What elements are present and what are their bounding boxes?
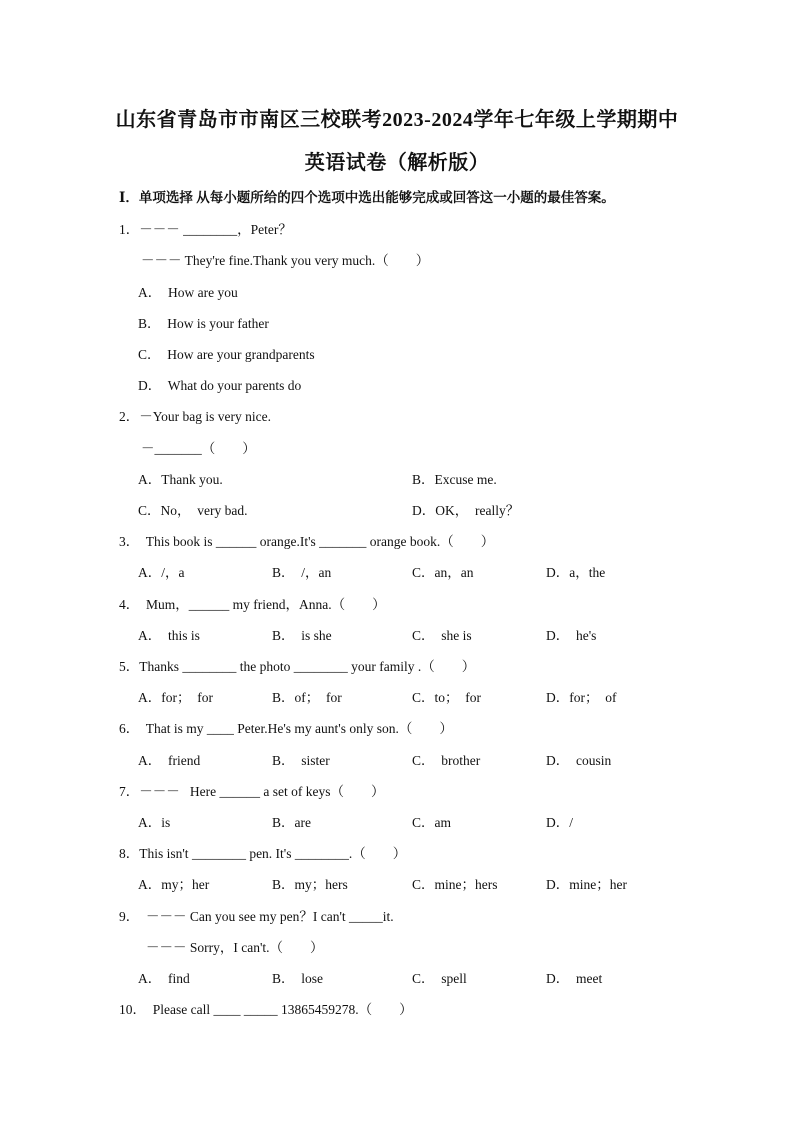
question-stem: 1．－－－ ________，Peter？ <box>119 222 292 237</box>
option-d[interactable]: D． he's <box>546 628 597 643</box>
option-c[interactable]: C． How are your grandparents <box>138 347 315 362</box>
section-heading: Ⅰ．单项选择 从每小题所给的四个选项中选出能够完成或回答这一小题的最佳答案。 <box>119 190 615 205</box>
question-stem: 2．－Your bag is very nice. <box>119 409 271 424</box>
option-d[interactable]: D．a，the <box>546 565 606 580</box>
option-a[interactable]: A．/，a <box>138 565 185 580</box>
option-d[interactable]: D．/ <box>546 815 573 830</box>
option-a[interactable]: A． How are you <box>138 285 238 300</box>
option-b[interactable]: B． sister <box>272 753 330 768</box>
option-b[interactable]: B． How is your father <box>138 316 269 331</box>
question-stem: 5．Thanks ________ the photo ________ your family .（ ） <box>119 659 476 674</box>
option-d[interactable]: D．mine；her <box>546 877 627 892</box>
option-d[interactable]: D． meet <box>546 971 603 986</box>
question-stem: 10． Please call ____ _____ 13865459278.（ ） <box>119 1002 413 1017</box>
option-d[interactable]: D． cousin <box>546 753 612 768</box>
option-d[interactable]: D．OK， really？ <box>412 503 520 518</box>
option-c[interactable]: C．No， very bad. <box>138 503 248 518</box>
option-c[interactable]: C．mine；hers <box>412 877 498 892</box>
document-title-line1: 山东省青岛市市南区三校联考2023-2024学年七年级上学期期中 <box>115 109 679 131</box>
option-c[interactable]: C． spell <box>412 971 467 986</box>
option-a[interactable]: A． find <box>138 971 190 986</box>
option-b[interactable]: B． /，an <box>272 565 332 580</box>
question-stem: 3． This book is ______ orange.It's _______ orange book.（ ） <box>119 534 495 549</box>
option-b[interactable]: B． is she <box>272 628 332 643</box>
question-stem: 4． Mum，______ my friend，Anna.（ ） <box>119 597 386 612</box>
document-title-line2: 英语试卷（解析版） <box>304 152 490 174</box>
option-c[interactable]: C． she is <box>412 628 472 643</box>
option-a[interactable]: A．is <box>138 815 171 830</box>
option-b[interactable]: B．my；hers <box>272 877 348 892</box>
option-a[interactable]: A．for； for <box>138 690 213 705</box>
option-b[interactable]: B．Excuse me. <box>412 472 497 487</box>
question-stem: 6． That is my ____ Peter.He's my aunt's only son.（ ） <box>119 721 453 736</box>
question-stem-reply: －_______（ ） <box>141 441 256 456</box>
option-b[interactable]: B．are <box>272 815 311 830</box>
option-a[interactable]: A．my；her <box>138 877 210 892</box>
option-d[interactable]: D． What do your parents do <box>138 378 302 393</box>
option-c[interactable]: C．am <box>412 815 451 830</box>
option-a[interactable]: A． this is <box>138 628 200 643</box>
question-stem: 8．This isn't ________ pen. It's ________.（ ） <box>119 846 407 861</box>
option-c[interactable]: C．an，an <box>412 565 474 580</box>
option-b[interactable]: B． lose <box>272 971 324 986</box>
option-a[interactable]: A．Thank you. <box>138 472 223 487</box>
option-b[interactable]: B．of； for <box>272 690 342 705</box>
question-stem-reply: －－－ They're fine.Thank you very much.（ ） <box>141 253 430 268</box>
option-c[interactable]: C．to； for <box>412 690 481 705</box>
question-stem-reply: －－－ Sorry，I can't.（ ） <box>146 940 324 955</box>
question-stem: 7．－－－ Here ______ a set of keys（ ） <box>119 784 385 799</box>
option-a[interactable]: A． friend <box>138 753 201 768</box>
option-c[interactable]: C． brother <box>412 753 481 768</box>
option-d[interactable]: D．for； of <box>546 690 617 705</box>
question-stem: 9． －－－ Can you see my pen？I can't _____it. <box>119 909 394 924</box>
